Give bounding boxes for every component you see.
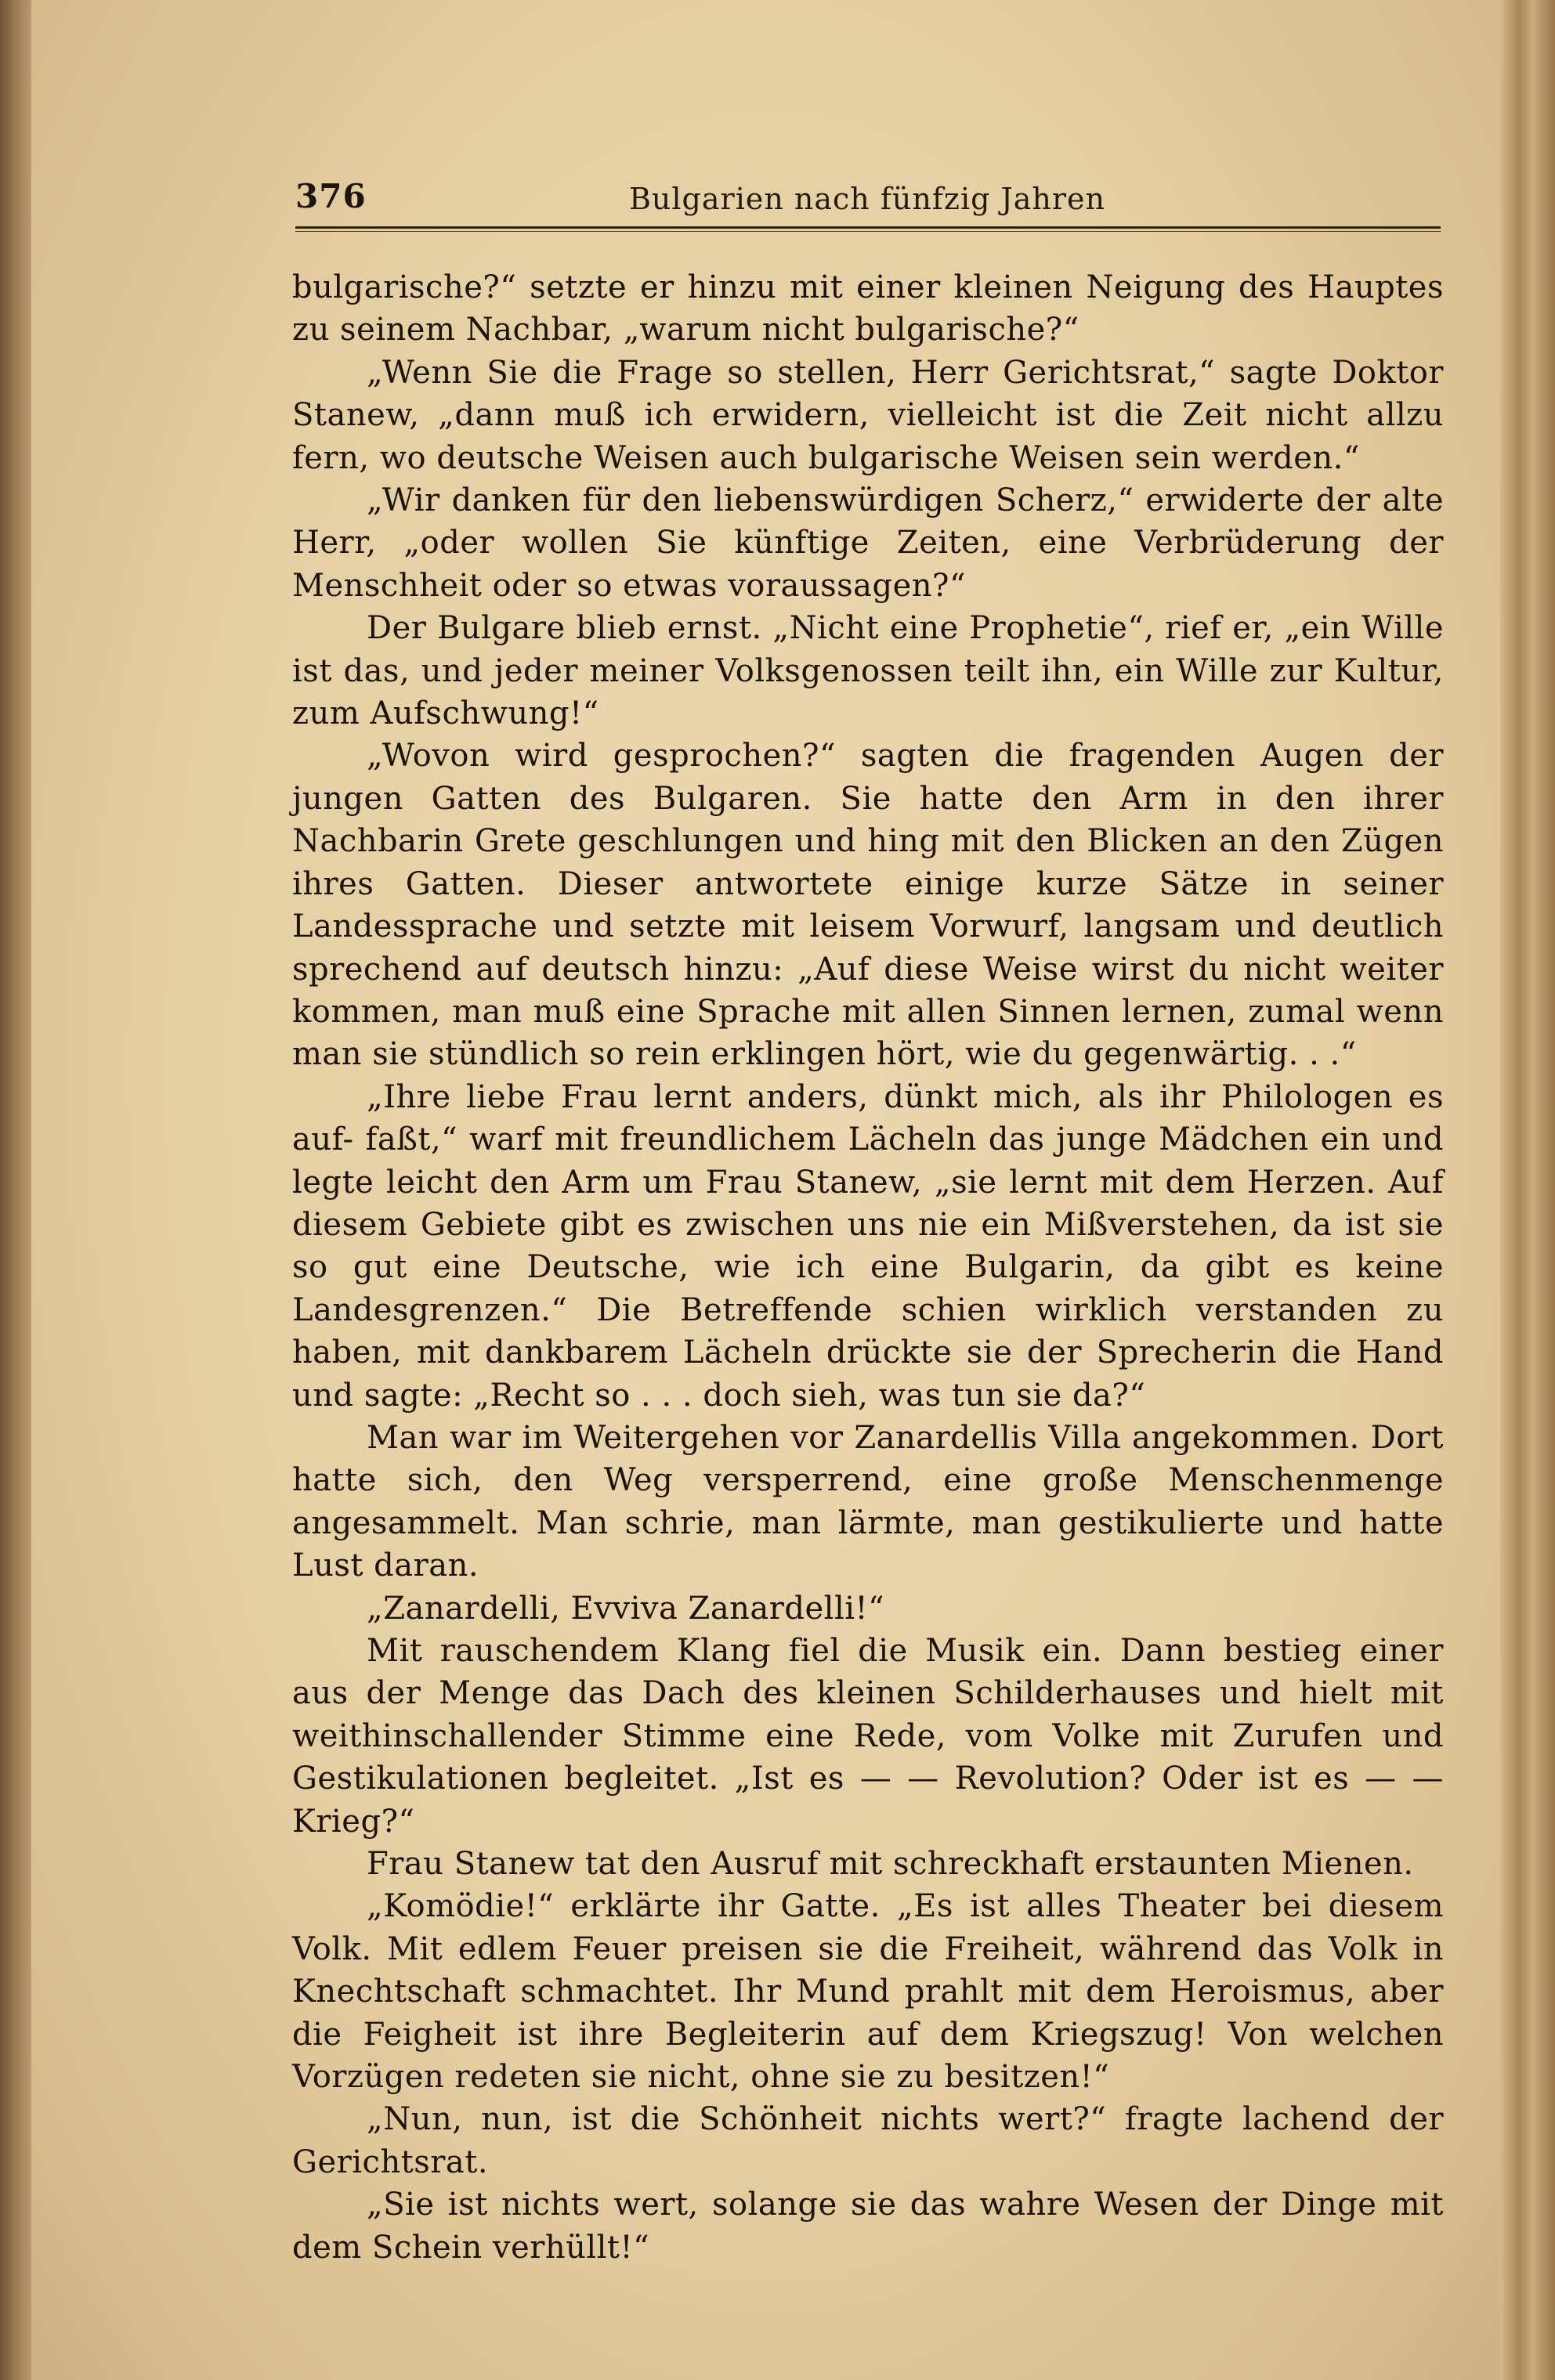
paragraph: „Sie ist nichts wert, solange sie das wahre Wesen der Dinge mit dem Schein verhüllt!“ [292,2187,1444,2266]
page-fore-edge [1500,0,1555,2380]
paragraph: Man war im Weitergehen vor Zanardellis Villa angekommen. Dort hatte sich, den Weg versperrend, eine große Menschenmenge angesammelt. Man schrie, man lärmte, man gestikulierte und hatte Lust daran. [292,1419,1444,1584]
paragraph: „Wovon wird gesprochen?“ sagten die fragenden Augen der jungen Gatten des Bulgaren. Sie hatte den Arm in den ihrer Nachbarin Grete geschlungen und hing mit den Blicken an den Zügen ihres Gatten. Dieser antwortete einige kurze Sätze in seiner Landessprache und setzte mit leisem Vorwurf, langsam und deutlich sprechend auf deutsch hinzu: „Auf diese Weise wirst du nicht weiter kommen, man muß eine Sprache mit allen Sinnen lernen, zumal wenn man sie stündlich so rein erklingen hört, wie du gegenwärtig. . .“ [292,738,1444,1073]
page-number: 376 [295,177,367,215]
paragraph: bulgarische?“ setzte er hinzu mit einer kleinen Neigung des Hauptes zu seinem Nachbar, „warum nicht bulgarische?“ [292,269,1444,349]
paragraph: Der Bulgare blieb ernst. „Nicht eine Prophetie“, rief er, „ein Wille ist das, und jeder meiner Volksgenossen teilt ihn, ein Wille zur Kultur, zum Aufschwung!“ [292,610,1444,732]
running-title: Bulgarien nach fünfzig Jahren [629,182,1105,216]
paragraph: „Ihre liebe Frau lernt anders, dünkt mich, als ihr Philologen es auf- faßt,“ warf mit freundlichem Lächeln das junge Mädchen ein und legte leicht den Arm um Frau Stanew, „sie lernt mit dem Herzen. Auf diesem Gebiete gibt es zwischen uns nie ein Mißverstehen, da ist sie so gut eine Deutsche, wie ich eine Bulgarin, da gibt es keine Landesgrenzen.“ Die Betreffende schien wirklich verstanden zu haben, mit dankbarem Lächeln drückte sie der Sprecherin die Hand und sagte: „Recht so . . . doch sieh, was tun sie da?“ [292,1078,1444,1414]
paragraph: Frau Stanew tat den Ausruf mit schreckhaft erstaunten Mienen. [367,1846,1414,1883]
paragraph: „Zanardelli, Evviva Zanardelli!“ [367,1590,885,1627]
paragraph: „Nun, nun, ist die Schönheit nichts wert?“ fragte lachend der Gerichtsrat. [292,2101,1444,2180]
body-text [292,266,1444,2269]
paragraph: „Wenn Sie die Frage so stellen, Herr Gerichtsrat,“ sagte Doktor Stanew, „dann muß ich erwidern, vielleicht ist die Zeit nicht allzu fern, wo deutsche Weisen auch bulgarische Weisen sein werden.“ [292,354,1444,476]
paragraph: „Wir danken für den liebenswürdigen Scherz,“ erwiderte der alte Herr, „oder wollen Sie künftige Zeiten, eine Verbrüderung der Menschheit oder so etwas voraussagen?“ [292,482,1444,604]
header-rule [295,226,1441,232]
paragraph: Mit rauschendem Klang fiel die Musik ein. Dann bestieg einer aus der Menge das Dach des kleinen Schilderhauses und hielt mit weithinschallender Stimme eine Rede, vom Volke mit Zurufen und Gestikulationen begleitet. „Ist es — — Revolution? Oder ist es — — Krieg?“ [292,1633,1444,1840]
paragraph: „Komödie!“ erklärte ihr Gatte. „Es ist alles Theater bei diesem Volk. Mit edlem Feuer preisen sie die Freiheit, während das Volk in Knechtschaft schmachtet. Ihr Mund prahlt mit dem Heroismus, aber die Feigheit ist ihre Begleiterin auf dem Kriegszug! Von welchen Vorzügen redeten sie nicht, ohne sie zu besitzen!“ [292,1888,1444,2096]
running-header [295,177,1439,224]
